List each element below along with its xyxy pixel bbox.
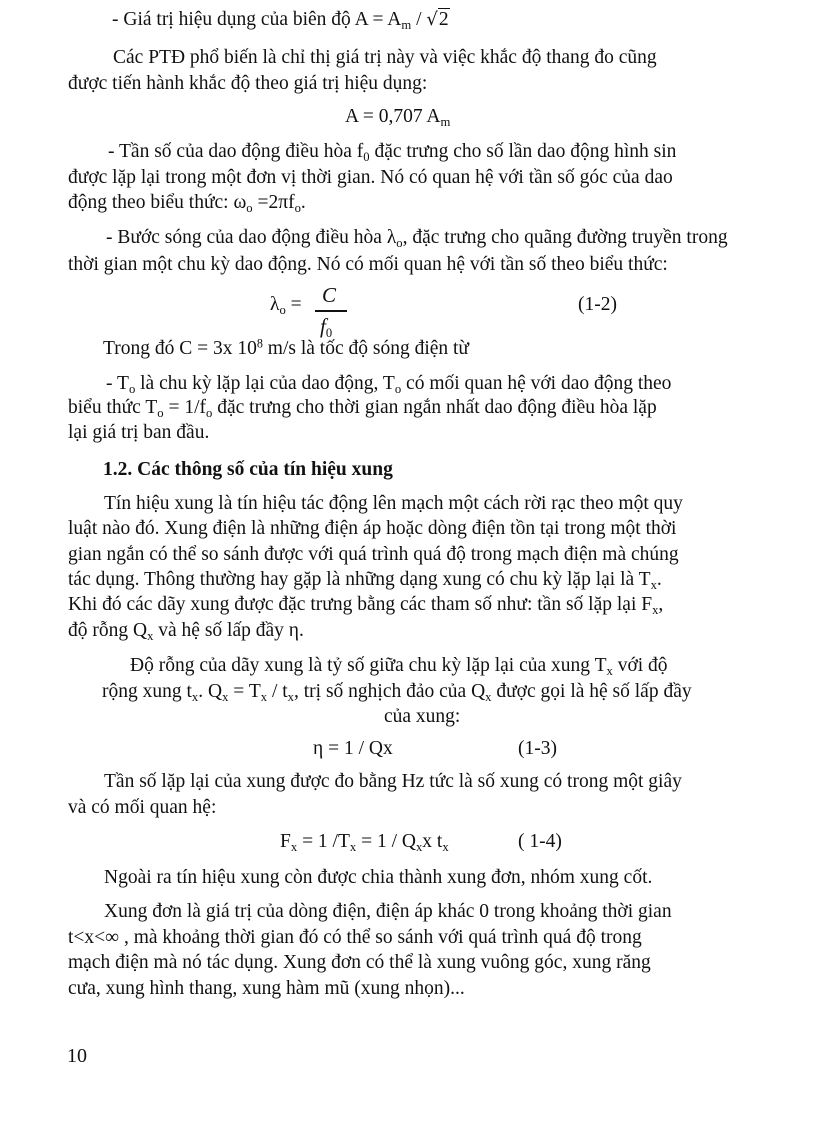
- paragraph-line: Ngoài ra tín hiệu xung còn được chia thành xung đơn, nhóm xung cốt.: [104, 867, 653, 888]
- equation-number: (1-2): [578, 294, 617, 315]
- page-number: 10: [67, 1045, 87, 1067]
- paragraph-line: Các PTĐ phổ biến là chỉ thị giá trị này và việc khắc độ thang đo cũng: [113, 47, 657, 68]
- paragraph-line: mạch điện mà nó tác dụng. Xung đơn có thể là xung vuông góc, xung răng: [68, 952, 651, 973]
- equation-lhs: $\lambda_o$ =: [270, 294, 302, 317]
- paragraph-line: Trong đó C = 3x $10^8$ m/s là tốc độ sóng điện từ: [103, 336, 469, 359]
- paragraph-line: - Tần số của dao động điều hòa $f_0$ đặc trưng cho số lần dao động hình sin: [108, 141, 677, 164]
- paragraph-line: gian ngắn có thể so sánh được với quá trình quá độ trong mạch điện mà chúng: [68, 544, 679, 565]
- paragraph-line: Khi đó các dãy xung được đặc trưng bằng các tham số như: tần số lặp lại $F_x$,: [68, 594, 664, 617]
- fraction-denominator: $f_0$: [320, 314, 333, 340]
- fraction-bar: [315, 310, 347, 312]
- paragraph-line: - $T_o$ là chu kỳ lặp lại của dao động, $T_o$ có mối quan hệ với dao động theo: [106, 373, 672, 396]
- paragraph-line: và có mối quan hệ:: [68, 797, 217, 818]
- paragraph-line: được lặp lại trong một đơn vị thời gian. Nó có quan hệ với tần số góc của dao: [68, 167, 673, 188]
- fraction-numerator: C: [322, 283, 337, 307]
- paragraph-line: t<x<∞ , mà khoảng thời gian đó có thể so sánh với quá trình quá độ trong: [68, 927, 642, 948]
- equation-number: ( 1-4): [518, 831, 562, 852]
- paragraph-line: động theo biểu thức: $\omega_o =2\pi f_o$.: [68, 192, 306, 215]
- section-heading: 1.2. Các thông số của tín hiệu xung: [103, 459, 393, 480]
- equation-number: (1-3): [518, 738, 557, 759]
- paragraph-line: cưa, xung hình thang, xung hàm mũ (xung nhọn)...: [68, 978, 465, 999]
- paragraph-line: lại giá trị ban đầu.: [68, 422, 210, 443]
- paragraph-line: Độ rỗng của dãy xung là tỷ số giữa chu kỳ lặp lại của xung $T_x$ với độ: [130, 655, 668, 678]
- paragraph-line: rộng xung $t_x$. $Q_x = T_x / t_x$, trị số nghịch đảo của $Q_x$ được gọi là hệ số lấp đầy: [102, 681, 692, 704]
- paragraph-line: của xung:: [384, 706, 461, 727]
- paragraph-line: tác dụng. Thông thường hay gặp là những dạng xung có chu kỳ lặp lại là $T_x$.: [68, 569, 662, 592]
- paragraph-line: Xung đơn là giá trị của dòng điện, điện áp khác 0 trong khoảng thời gian: [104, 901, 672, 922]
- paragraph-line: luật nào đó. Xung điện là những điện áp hoặc dòng điện tồn tại trong một thời: [68, 518, 677, 539]
- paragraph-line: được tiến hành khắc độ theo giá trị hiệu dụng:: [68, 73, 428, 94]
- paragraph-line: thời gian một chu kỳ dao động. Nó có mối quan hệ với tần số theo biểu thức:: [68, 254, 668, 275]
- rms-amplitude-line: - Giá trị hiệu dụng của biên độ $A = A_m / √2$: [112, 9, 449, 32]
- sqrt-symbol: √: [426, 9, 438, 30]
- paragraph-line: Tần số lặp lại của xung được đo bằng Hz tức là số xung có trong một giây: [104, 771, 682, 792]
- equation-rms: A = 0,707 $A_m$: [345, 106, 451, 129]
- paragraph-line: biểu thức $T_o = 1/f_o$ đặc trưng cho thời gian ngắn nhất dao động điều hòa lặp: [68, 397, 657, 420]
- paragraph-line: độ rỗng $Q_x$ và hệ số lấp đầy η.: [68, 620, 304, 643]
- paragraph-line: Tín hiệu xung là tín hiệu tác động lên mạch một cách rời rạc theo một quy: [104, 493, 683, 514]
- paragraph-line: - Bước sóng của dao động điều hòa $\lambda_o$, đặc trưng cho quãng đường truyền trong: [106, 227, 728, 250]
- equation-fill-factor: η = 1 / Qx: [313, 738, 393, 759]
- equation-frequency: $F_x = 1$ $/T_x = 1 / Q_xx$ $t_x$: [280, 831, 449, 854]
